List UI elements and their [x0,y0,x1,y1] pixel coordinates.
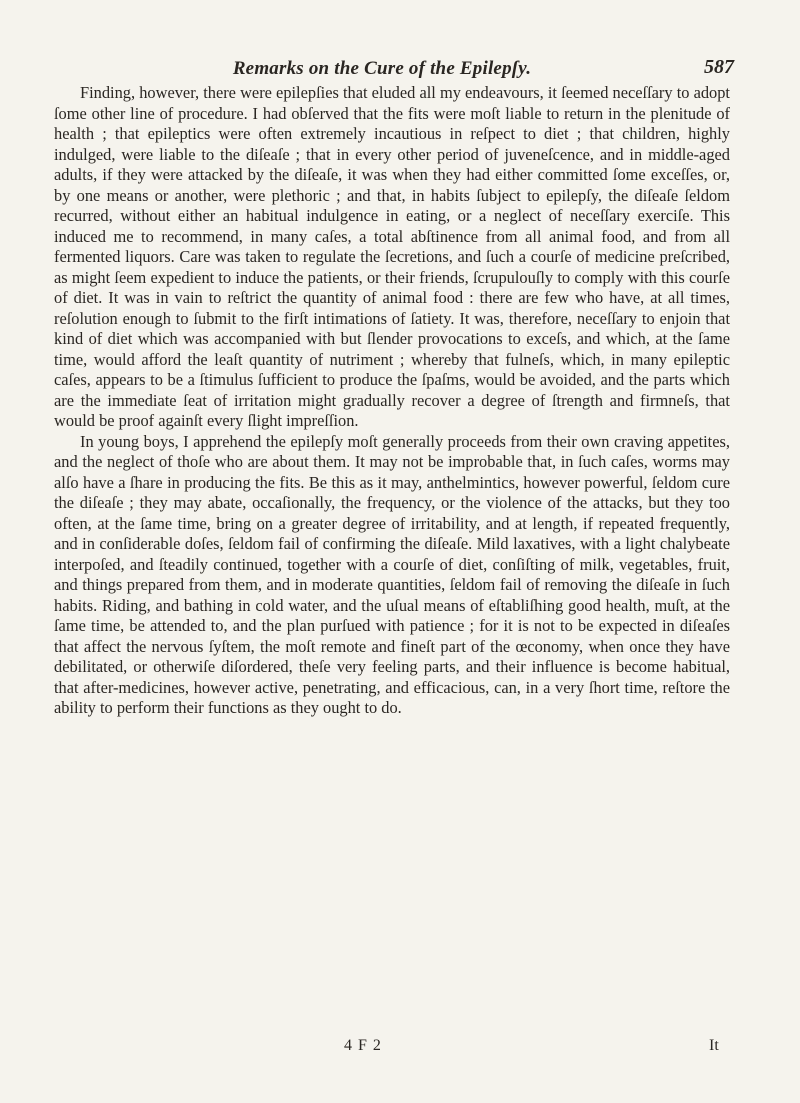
running-title: Remarks on the Cure of the Epilepſy. [232,58,532,79]
page-number: 587 [704,56,734,78]
paragraph: Finding, however, there were epilepſies that eluded all my endeavours, it ſeemed neceſſary to adopt ſome other line of procedure. I had obſerved that the fits were moſt liable to return in the plenitude of health ; that epileptics were often extremely incautious in reſpect to diet ; that children, highly indulged, were liable to the diſeaſe ; that in every other period of juveneſcence, and in middle-aged adults, if they were attacked by the diſeaſe, it was when they had either committed ſome exceſſes, or, by one means or another, were plethoric ; and that, in habits ſubject to epilepſy, the diſeaſe ſeldom recurred, without either an habitual indulgence in eating, or a neglect of neceſſary exerciſe. This induced me to recommend, in many caſes, a total abſtinence from all animal food, and from all fermented liquors. Care was taken to regulate the ſecretions, and ſuch a courſe of medicine preſcribed, as might ſeem expedient to induce the patients, or their friends, ſcrupulouſly to comply with this courſe of diet. It was in vain to reſtrict the quantity of animal food : there are few who have, at all times, reſolution enough to ſubmit to the firſt intimations of ſatiety. It was, therefore, neceſſary to enjoin that kind of diet which was accompanied with but ſlender provocations to exceſs, and which, at the ſame time, would afford the leaſt quantity of nutriment ; whereby that fulneſs, which, in many epileptic caſes, appears to be a ſtimulus ſufficient to produce the ſpaſms, would be avoided, and the parts which are the immediate ſeat of irritation might gradually recover a degree of ſtrength and firmneſs, that would be proof againſt every ſlight impreſſion. [54,83,730,430]
signature-mark: 4 F 2 [344,1037,382,1054]
body-text [54,83,730,719]
paragraph: In young boys, I apprehend the epilepſy moſt generally proceeds from their own craving appetites, and the neglect of thoſe who are about them. It may not be improbable that, in ſuch caſes, worms may alſo have a ſhare in producing the fits. Be this as it may, anthelmintics, however powerful, ſeldom cure the diſeaſe ; they may abate, occaſionally, the frequency, or the violence of the attacks, but they too often, at the ſame time, bring on a greater degree of irritability, and at length, if repeated frequently, and in conſiderable doſes, ſeldom fail of confirming the diſeaſe. Mild laxatives, with a light chalybeate interpoſed, and ſteadily continued, together with a courſe of diet, conſiſting of milk, vegetables, fruit, and things prepared from them, and in moderate quantities, ſeldom fail of removing the diſeaſe in ſuch habits. Riding, and bathing in cold water, and the uſual means of eſtabliſhing good health, muſt, at the ſame time, be attended to, and the plan purſued with patience ; for it is not to be expected in diſeaſes that affect the nervous ſyſtem, the moſt remote and fineſt part of the œconomy, when once they have debilitated, or otherwiſe diſordered, theſe very feeling parts, and their influence is become habitual, that after-medicines, however active, penetrating, and efficacious, can, in a very ſhort time, reſtore the ability to perform their functions as they ought to do. [54,431,730,717]
page-header [52,50,734,80]
catchword: It [709,1037,719,1054]
